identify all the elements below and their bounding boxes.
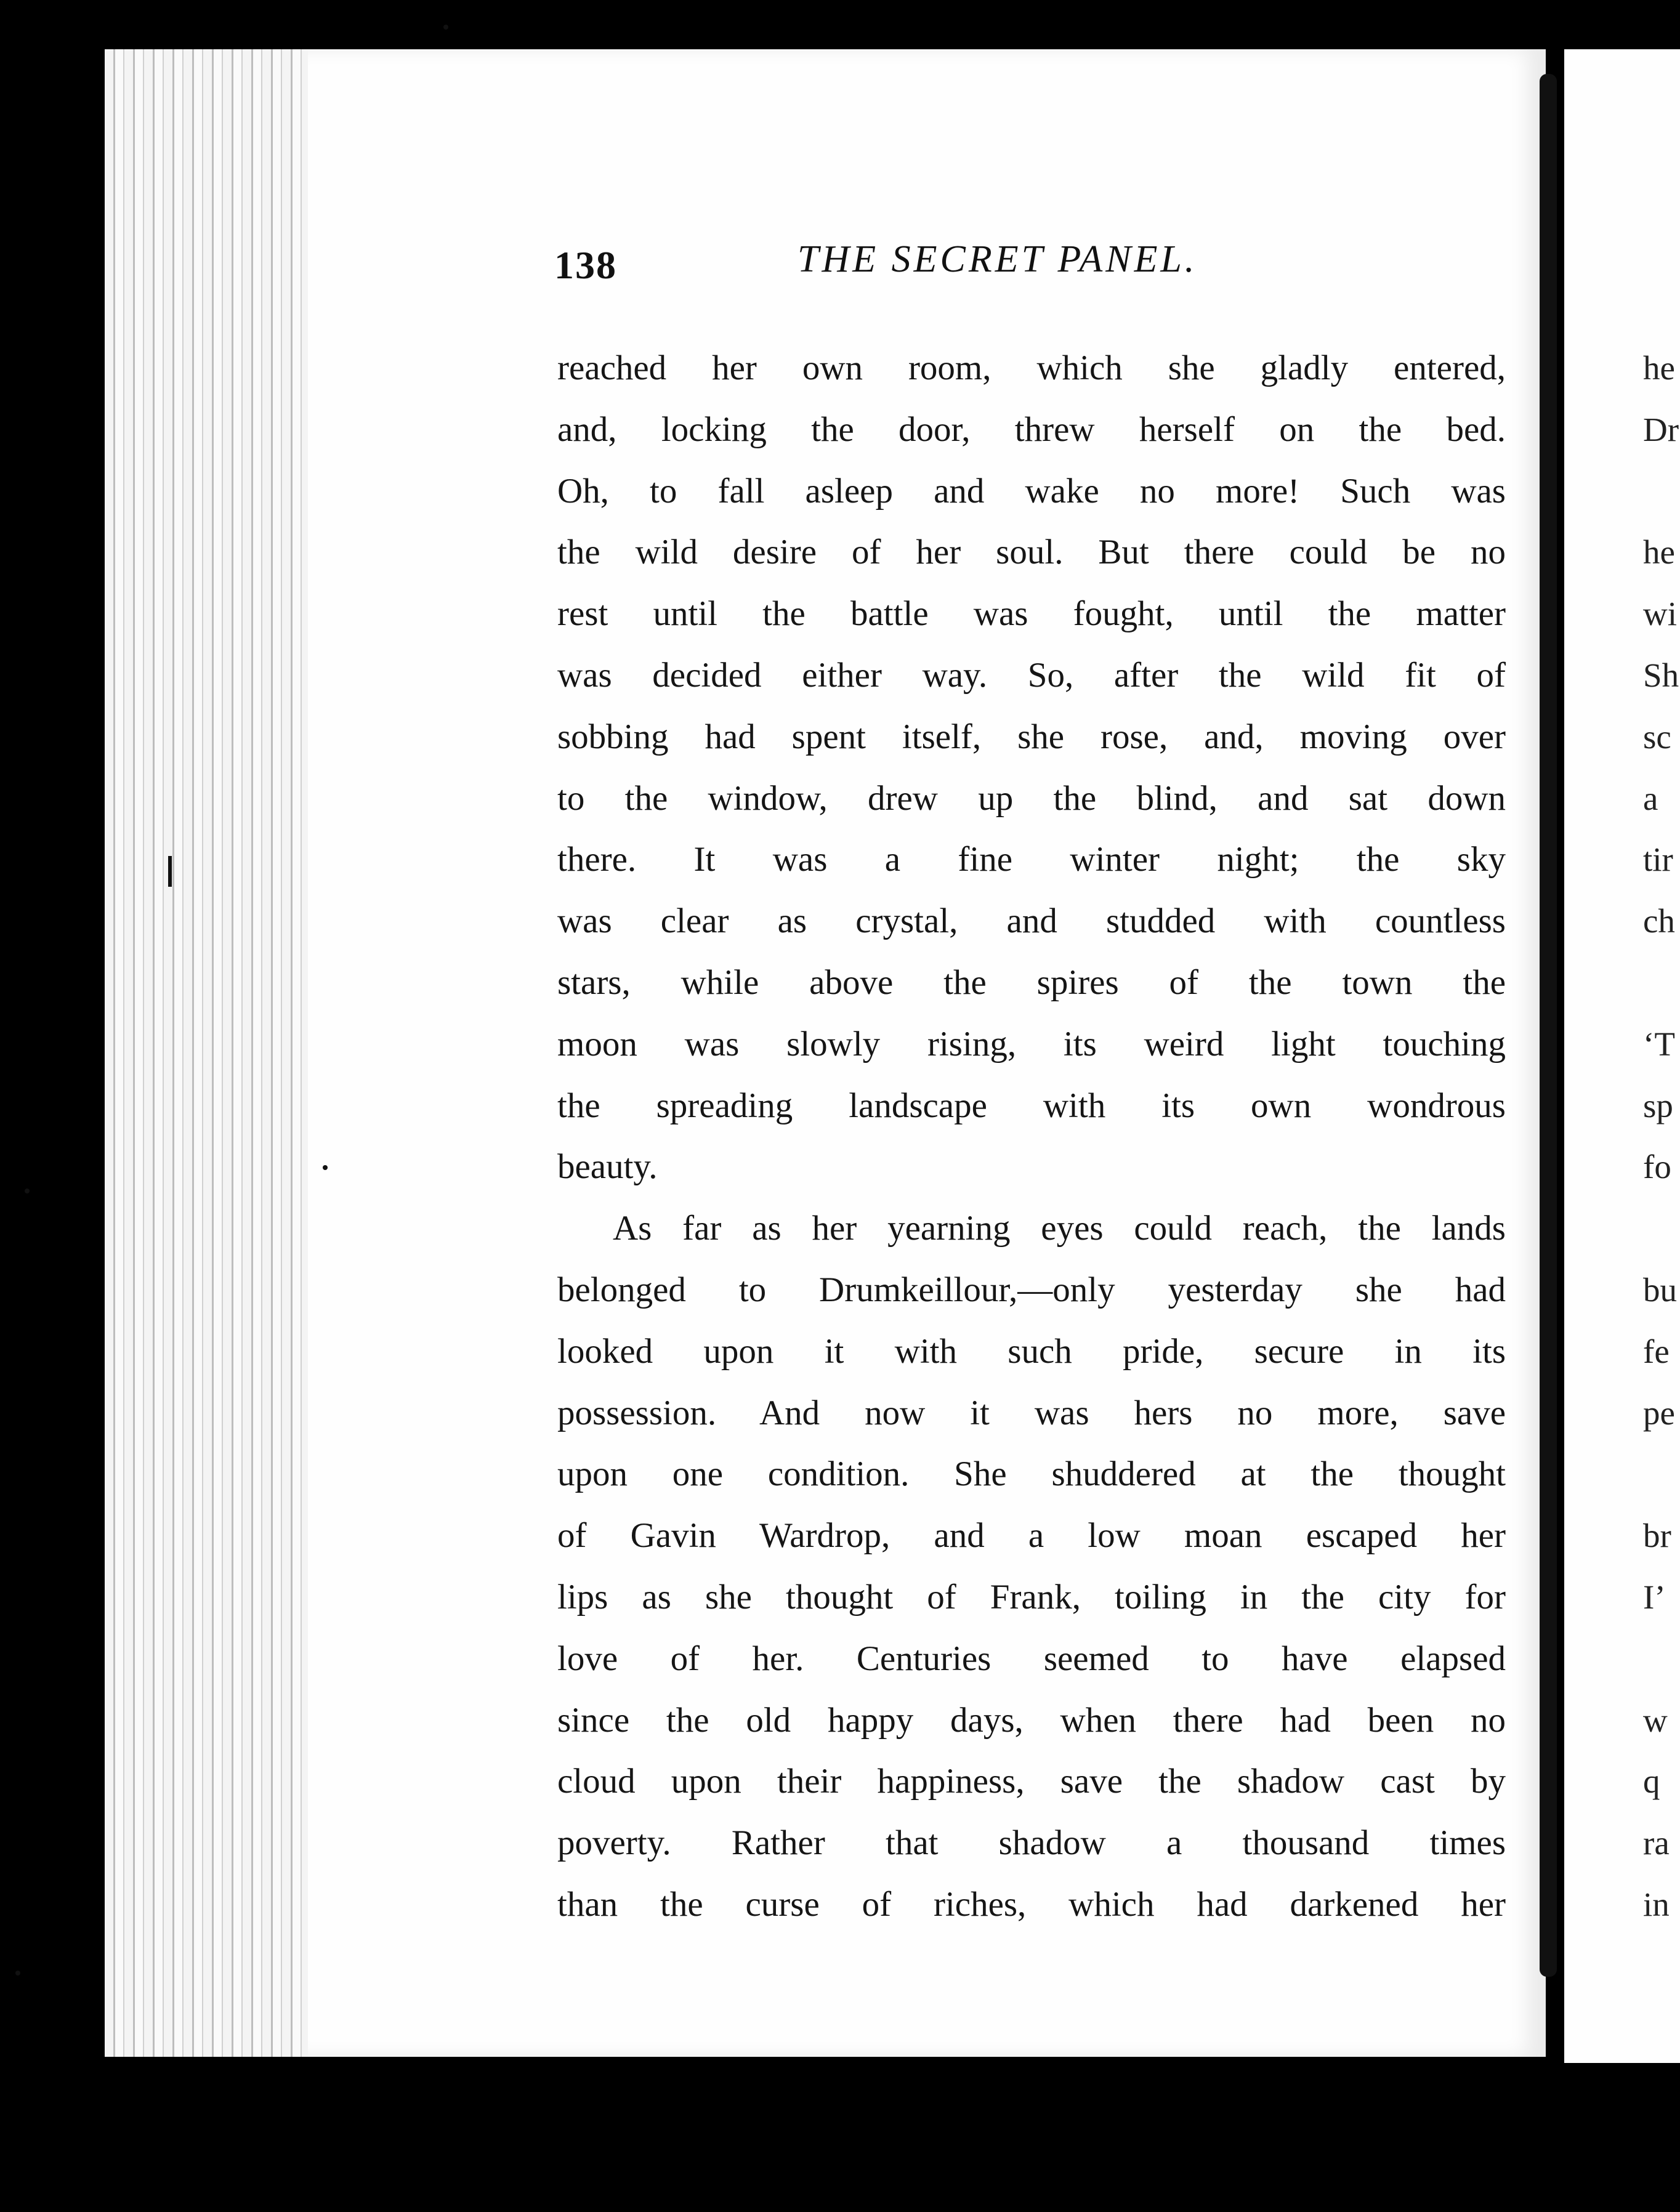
text-line: to the window, drew up the blind, and sat down <box>557 778 1506 818</box>
text-line: moon was slowly rising, its weird light touching <box>557 1024 1506 1064</box>
text-line: the wild desire of her soul. But there could be no <box>557 533 1506 572</box>
text-line: and, locking the door, threw herself on the bed. <box>557 410 1506 449</box>
text-line: of Gavin Wardrop, and a low moan escaped her <box>557 1516 1506 1556</box>
stacked-page-edges <box>105 49 314 2057</box>
fragment: Dr <box>1643 410 1679 448</box>
fragment: br <box>1643 1517 1671 1555</box>
text-line: was decided either way. So, after the wild fit of <box>557 655 1506 695</box>
book-gutter <box>1540 74 1557 1977</box>
text-line: possession. And now it was hers no more, save <box>557 1393 1506 1432</box>
fragment: sp <box>1643 1086 1673 1124</box>
fragment: sc <box>1643 717 1671 756</box>
text-line-paragraph-end: beauty. <box>557 1147 658 1187</box>
facing-page-text-fragments <box>1643 337 1680 1936</box>
fragment: tir <box>1643 841 1673 879</box>
text-line: than the curse of riches, which had darkened her <box>557 1884 1506 1924</box>
fragment: in <box>1643 1885 1670 1923</box>
text-line: Oh, to fall asleep and wake no more! Such was <box>557 471 1506 511</box>
speck-mark <box>323 1165 328 1170</box>
page-number: 138 <box>554 243 617 287</box>
fragment: Sh <box>1643 656 1679 694</box>
speck-mark <box>25 1189 30 1193</box>
fragment: ch <box>1643 902 1675 940</box>
fragment: w <box>1643 1701 1668 1739</box>
text-line: the spreading landscape with its own wondrous <box>557 1086 1506 1125</box>
text-line: rest until the battle was fought, until the matter <box>557 594 1506 634</box>
text-line: poverty. Rather that shadow a thousand times <box>557 1823 1506 1863</box>
fragment: bu <box>1643 1270 1677 1309</box>
fragment: ‘T <box>1643 1025 1675 1063</box>
text-line: upon one condition. She shuddered at the thought <box>557 1455 1506 1494</box>
text-line: stars, while above the spires of the town the <box>557 963 1506 1002</box>
fragment: fo <box>1643 1148 1671 1186</box>
fragment: a <box>1643 779 1658 817</box>
text-line: sobbing had spent itself, she rose, and, moving over <box>557 717 1506 756</box>
fragment: he <box>1643 349 1675 387</box>
text-line-paragraph-start: As far as her yearning eyes could reach, the lands <box>613 1209 1506 1248</box>
fragment: fe <box>1643 1332 1670 1370</box>
text-line: looked upon it with such pride, secure in its <box>557 1331 1506 1371</box>
fragment <box>1643 1628 1680 1690</box>
text-line: was clear as crystal, and studded with countless <box>557 902 1506 941</box>
fragment <box>1643 461 1680 522</box>
text-line: since the old happy days, when there had been no <box>557 1700 1506 1740</box>
fragment: I’ <box>1643 1578 1666 1616</box>
fragment: he <box>1643 533 1675 571</box>
running-head <box>554 238 1281 293</box>
speck-mark <box>15 1971 20 1976</box>
margin-line-mark <box>168 856 172 887</box>
running-title: THE SECRET PANEL. <box>798 238 1198 280</box>
text-line: reached her own room, which she gladly entered, <box>557 349 1506 387</box>
fragment <box>1643 1198 1680 1259</box>
fragment: wi <box>1643 595 1677 633</box>
text-line: lips as she thought of Frank, toiling in the city for <box>557 1577 1506 1617</box>
text-line: cloud upon their happiness, save the shadow cast by <box>557 1762 1506 1801</box>
fragment <box>1643 1443 1680 1505</box>
text-line: belonged to Drumkeillour,—only yesterday she had <box>557 1270 1506 1309</box>
fragment <box>1643 952 1680 1014</box>
speck-mark <box>443 25 448 30</box>
fragment: q <box>1643 1762 1660 1801</box>
body-text <box>557 337 1506 1936</box>
fragment: pe <box>1643 1394 1675 1432</box>
text-line: there. It was a fine winter night; the sky <box>557 840 1506 879</box>
text-line: love of her. Centuries seemed to have elapsed <box>557 1639 1506 1678</box>
fragment: ra <box>1643 1824 1670 1862</box>
